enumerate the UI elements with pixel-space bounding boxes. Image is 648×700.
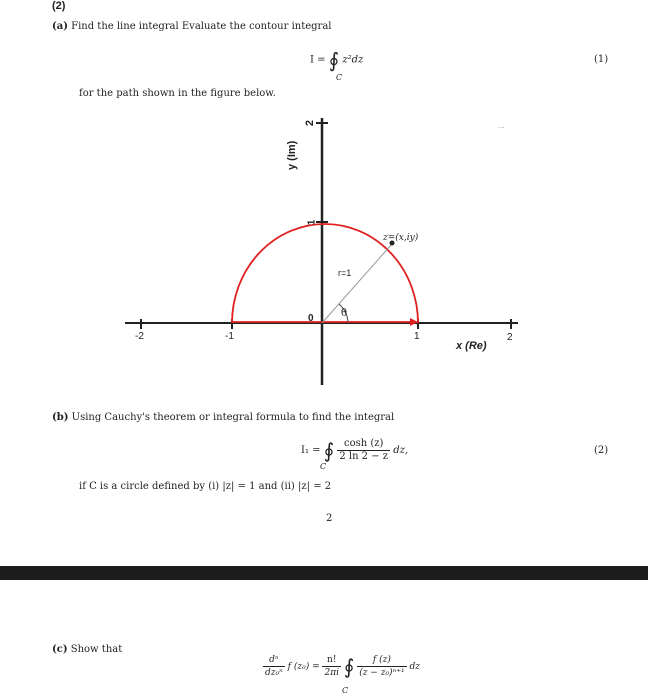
y-axis-label: y (Im) (286, 140, 298, 170)
part-b-condition: if C is a circle defined by (i) |z| = 1 and (ii) |z| = 2 (79, 481, 332, 492)
rhs-tail: dz (409, 662, 420, 672)
fraction-numerator: cosh (z) (337, 438, 390, 451)
corner-mark: ... (498, 121, 505, 130)
part-c-text: Show that (70, 644, 123, 655)
integrand-fraction (337, 438, 390, 463)
rhs-numerator: f (z) (357, 654, 406, 667)
contour-integral-icon: ∮ (323, 438, 335, 463)
direction-arrow-icon (410, 318, 418, 326)
angle-label: θ (341, 308, 348, 319)
x-tick-label-neg2: -2 (135, 331, 144, 342)
factorial-fraction (322, 654, 341, 679)
x-tick-label-2: 2 (507, 332, 513, 343)
contour-label-c: C (342, 686, 349, 695)
derivative-numerator: dⁿ (263, 654, 285, 667)
part-c-label: (c) (52, 644, 68, 655)
contour-label-a: C (336, 73, 343, 82)
contour-integral-icon: ∮ (343, 654, 355, 679)
x-tick-label-neg1: -1 (225, 331, 234, 342)
x-axis-label: x (Re) (456, 340, 487, 352)
radius-label: r=1 (338, 268, 352, 278)
rhs-fraction (357, 654, 406, 679)
integral-lhs: I = (310, 54, 326, 66)
part-b-heading (52, 412, 394, 423)
integral-b-lhs: I₁ = (301, 445, 321, 456)
point-label: z=(x,iy) (383, 233, 419, 243)
cauchy-integral-equation-2 (301, 438, 408, 463)
integral-b-tail: dz, (393, 445, 409, 456)
integrand: z²dz (342, 54, 364, 66)
factorial-denominator: 2πi (324, 668, 340, 678)
x-tick-label-1: 1 (414, 331, 420, 342)
page-separator (0, 566, 648, 580)
part-c-heading (52, 644, 122, 655)
question-number: (2) (52, 0, 66, 12)
rhs-denominator: (z − z₀)ⁿ⁺¹ (359, 668, 405, 678)
part-a-after-text: for the path shown in the figure below. (79, 88, 276, 99)
part-a-text: Find the line integral Evaluate the contour integral (71, 21, 332, 32)
fraction-denominator: 2 ln 2 − z (339, 451, 389, 462)
derivative-function: f (z₀) = (287, 662, 320, 672)
derivative-operator (263, 654, 285, 679)
factorial-numerator: n! (322, 654, 341, 667)
y-tick-label-2: 2 (304, 119, 317, 127)
page-number: 2 (326, 513, 333, 524)
part-b-text: Using Cauchy's theorem or integral formula to find the integral (71, 412, 395, 423)
y-tick-label-1: 1 (306, 219, 318, 226)
equation-number-1: (1) (594, 54, 609, 65)
derivative-denominator: dz₀ⁿ (265, 668, 283, 678)
contour-label-b: C (320, 462, 327, 471)
cauchy-derivative-formula (263, 654, 420, 679)
equation-number-2: (2) (594, 445, 609, 456)
part-b-label: (b) (52, 412, 69, 423)
x-tick-label-0: 0 (308, 313, 314, 324)
contour-integral-icon: ∮ (328, 48, 340, 72)
part-a-label: (a) (52, 21, 68, 32)
radius-line (322, 244, 392, 323)
